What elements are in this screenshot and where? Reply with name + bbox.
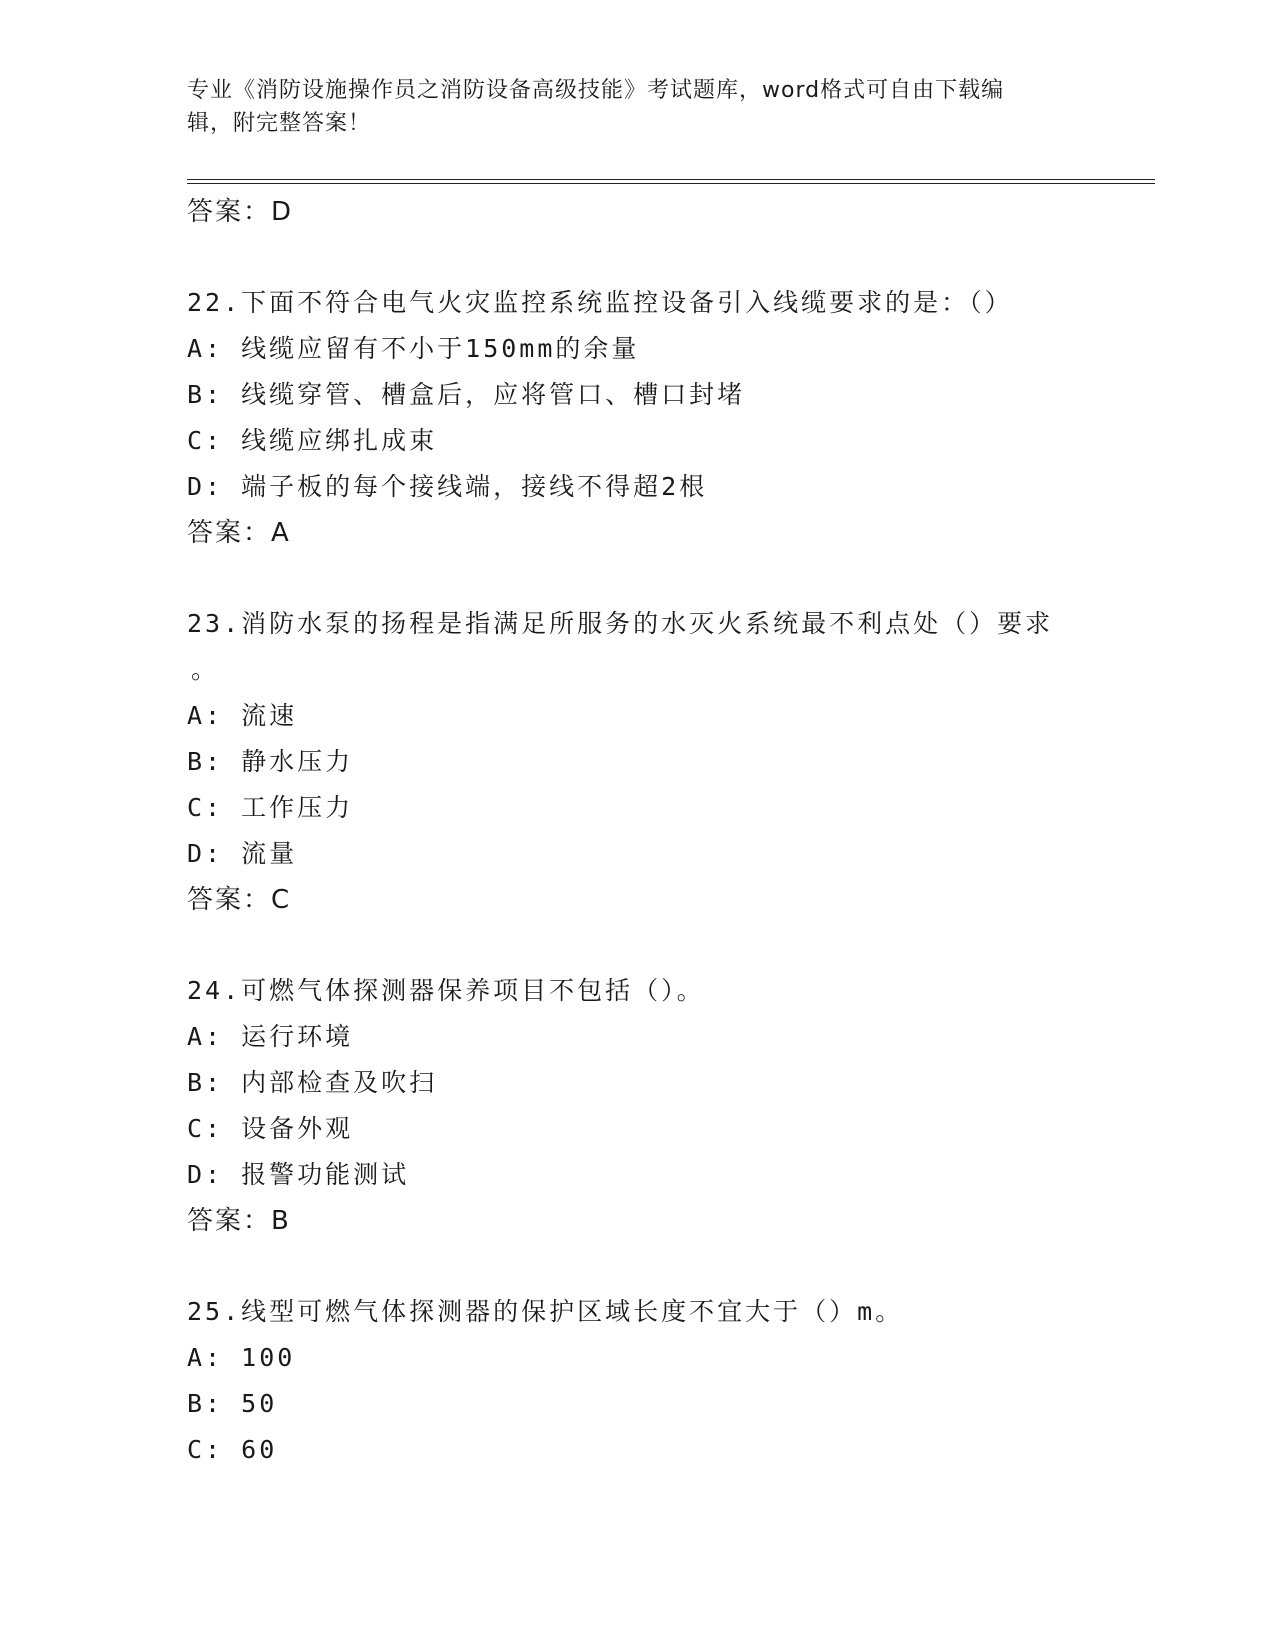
option-d: D: 端子板的每个接线端，接线不得超2根 xyxy=(187,472,708,501)
option-a: A: 流速 xyxy=(187,701,298,730)
answer: 答案：B xyxy=(187,1206,291,1236)
option-b: B: 静水压力 xyxy=(187,747,354,776)
option-b: B: 线缆穿管、槽盒后，应将管口、槽口封堵 xyxy=(187,380,746,409)
question-22 xyxy=(187,280,1087,556)
option-a: A: 线缆应留有不小于150mm的余量 xyxy=(187,334,640,363)
question-text: 23.消防水泵的扬程是指满足所服务的水灭火系统最不利点处（）要求 xyxy=(187,609,1054,638)
option-c: C: 60 xyxy=(187,1435,278,1464)
question-23 xyxy=(187,601,1087,923)
question-24 xyxy=(187,968,1087,1244)
question-text-continuation: 。 xyxy=(191,655,217,684)
option-b: B: 50 xyxy=(187,1389,278,1418)
question-text: 22.下面不符合电气火灾监控系统监控设备引入线缆要求的是：（） xyxy=(187,288,1013,317)
option-c: C: 工作压力 xyxy=(187,793,354,822)
question-25 xyxy=(187,1289,1087,1473)
option-a: A: 100 xyxy=(187,1343,296,1372)
option-c: C: 线缆应绑扎成束 xyxy=(187,426,438,455)
option-d: D: 报警功能测试 xyxy=(187,1160,410,1189)
header-line-1: 专业《消防设施操作员之消防设备高级技能》考试题库，word格式可自由下载编 xyxy=(187,78,1005,103)
option-c: C: 设备外观 xyxy=(187,1114,354,1143)
answer: 答案：C xyxy=(187,885,292,915)
header-line-2: 辑，附完整答案！ xyxy=(187,111,372,136)
question-text: 25.线型可燃气体探测器的保护区域长度不宜大于（）m。 xyxy=(187,1297,904,1326)
option-d: D: 流量 xyxy=(187,839,298,868)
header-divider xyxy=(187,179,1155,184)
previous-answer: 答案：D xyxy=(187,197,294,227)
page-header xyxy=(187,74,1077,140)
document-body xyxy=(187,189,1087,1473)
option-a: A: 运行环境 xyxy=(187,1022,354,1051)
option-b: B: 内部检查及吹扫 xyxy=(187,1068,438,1097)
answer: 答案：A xyxy=(187,518,291,548)
question-text: 24.可燃气体探测器保养项目不包括（）。 xyxy=(187,976,705,1005)
